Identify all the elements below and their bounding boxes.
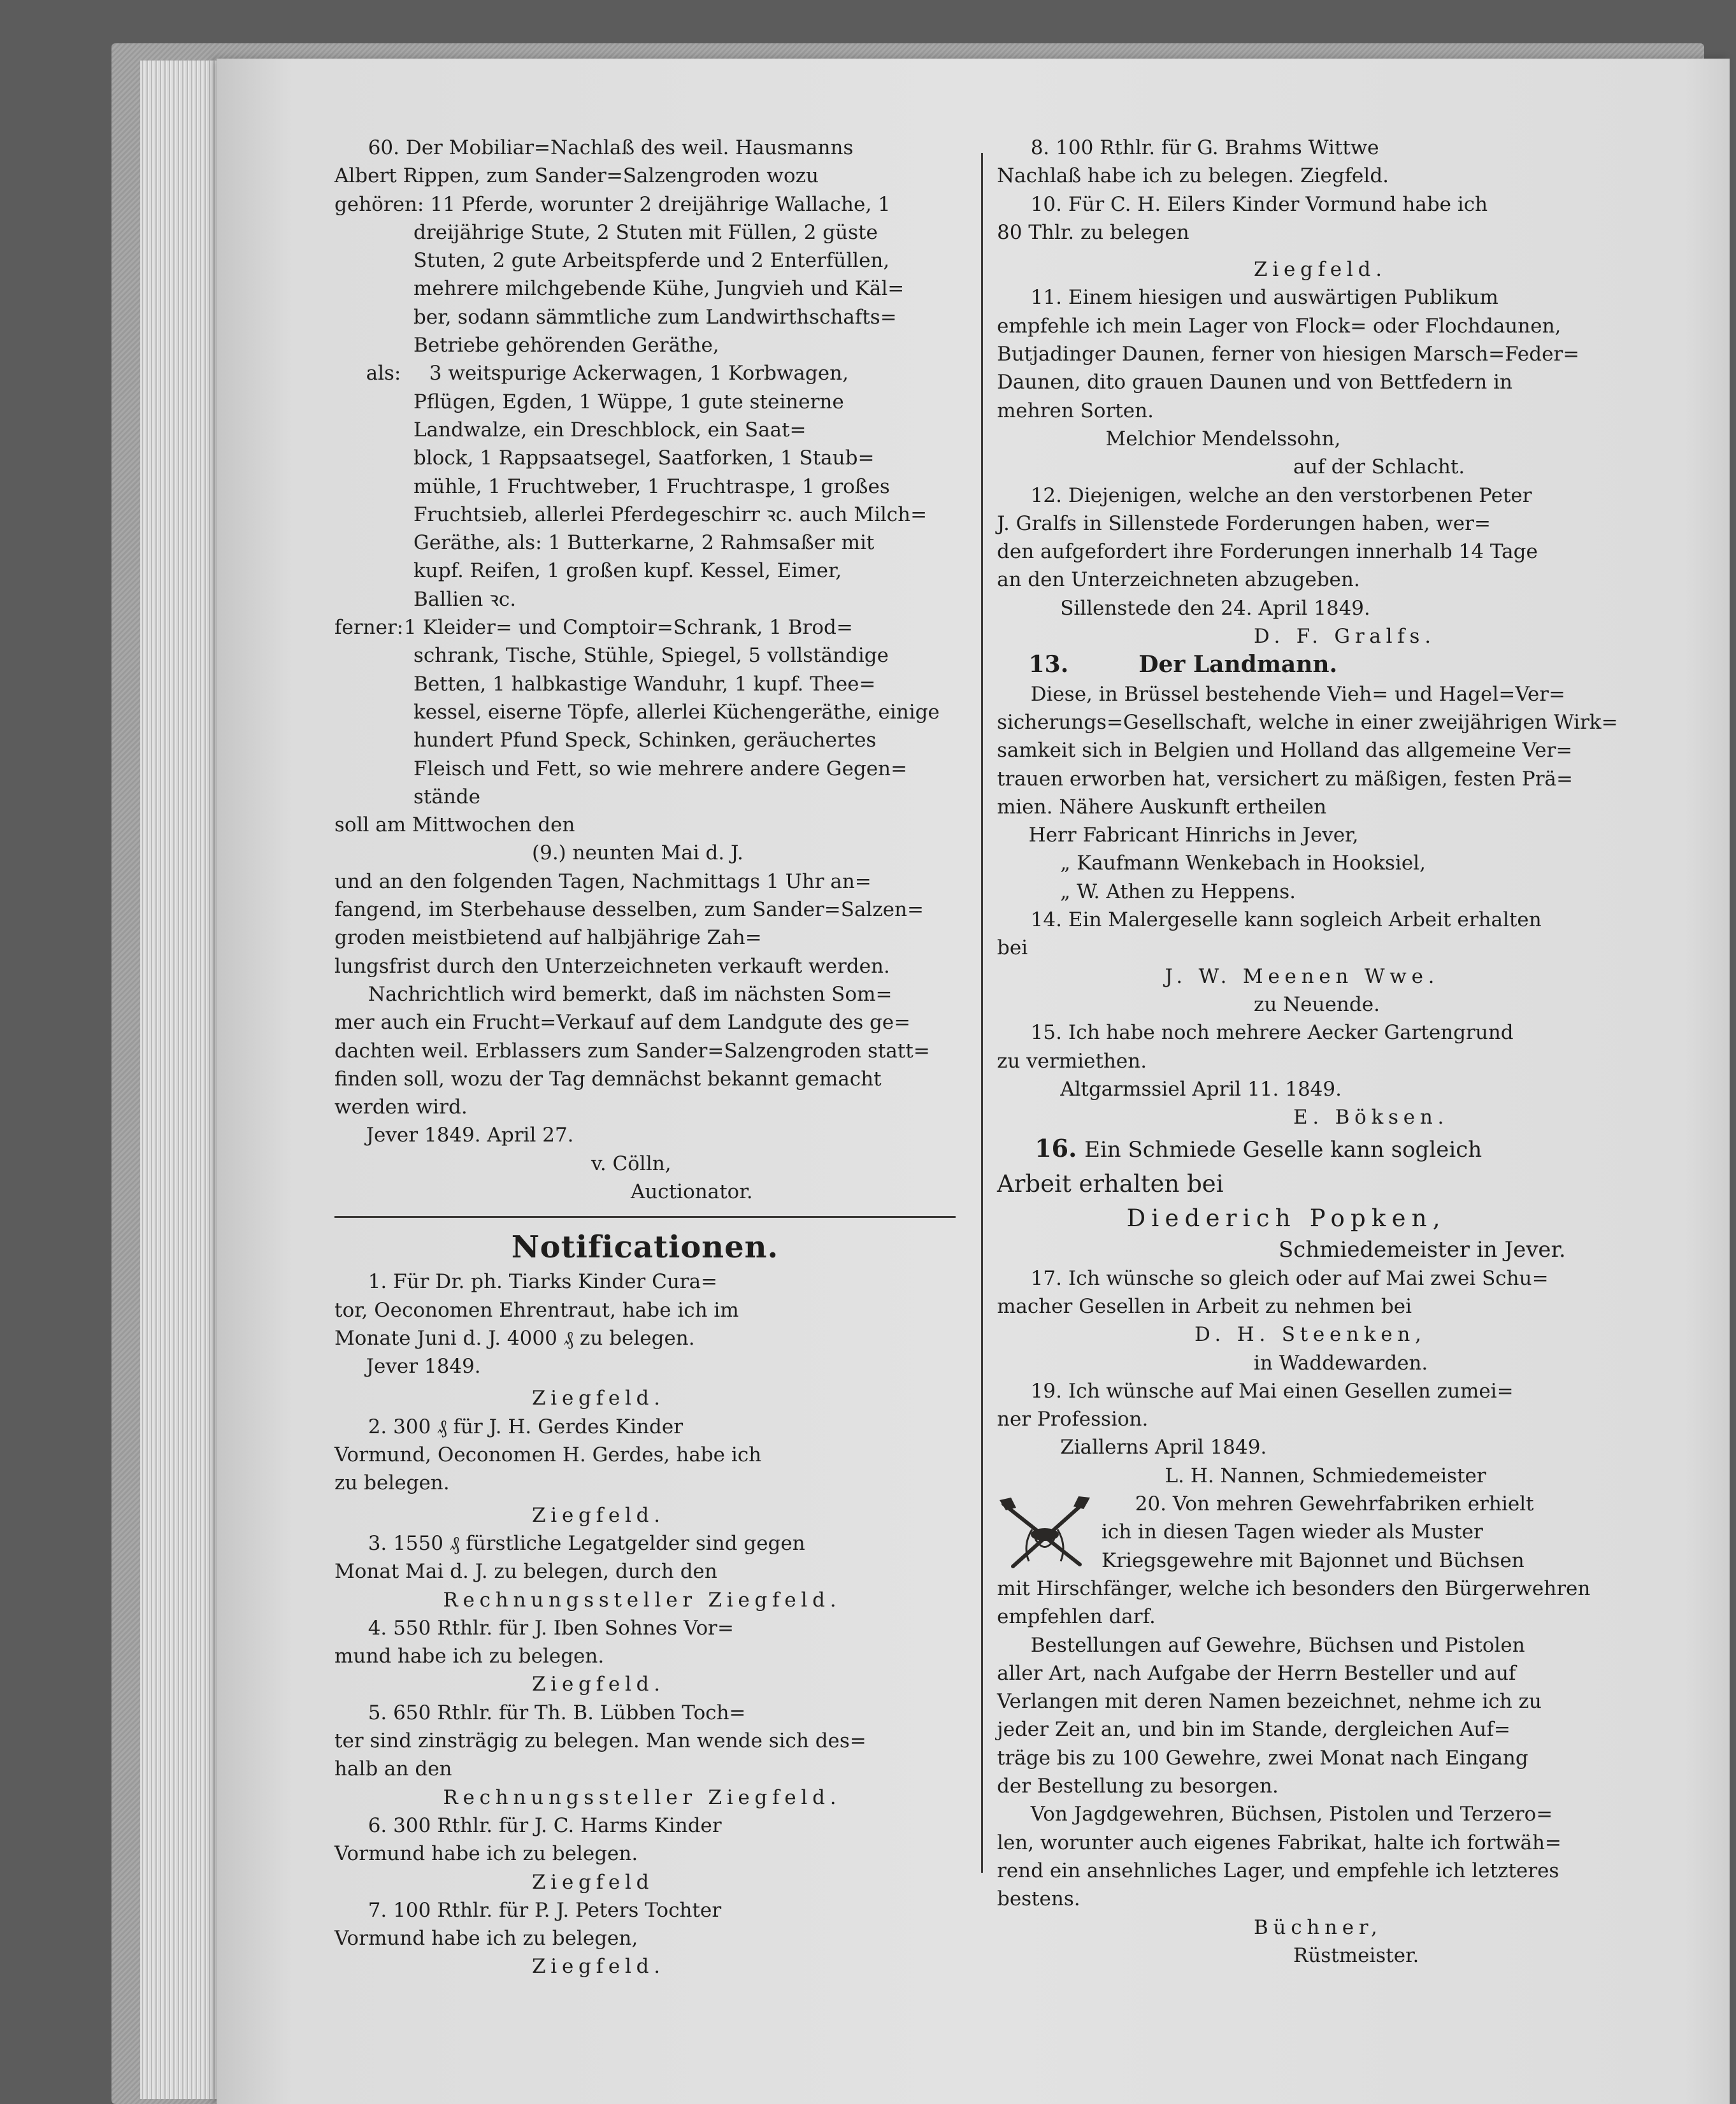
n16-line: Arbeit erhalten bei	[997, 1170, 1224, 1198]
n16-signature-title: Schmiedemeister in Jever.	[1279, 1237, 1566, 1263]
n19-signature: L. H. Nannen, Schmiedemeister	[1165, 1464, 1486, 1487]
sale-day-line: soll am Mittwochen den	[334, 813, 575, 837]
notification-7	[334, 1896, 956, 1981]
notice-60-line: Stuten, 2 gute Arbeitspferde und 2 Enterfüllen,	[413, 249, 890, 273]
notification-19	[997, 1377, 1621, 1490]
n4-line: 4. 550 Rthlr. für J. Iben Sohnes Vor=	[368, 1616, 734, 1640]
notification-17	[997, 1264, 1621, 1377]
note-line: mer auch ein Frucht=Verkauf auf dem Landgute des ge=	[334, 1011, 911, 1034]
notice-60-line: Albert Rippen, zum Sander=Salzengroden wozu	[334, 164, 819, 188]
n1-line: 1. Für Dr. ph. Tiarks Kinder Cura=	[368, 1270, 718, 1294]
crossed-rifles-icon	[997, 1491, 1093, 1574]
n16-line: Ein Schmiede Geselle kann sogleich	[1084, 1137, 1482, 1163]
notification-20	[997, 1490, 1621, 1970]
ferner-line: stände	[413, 785, 481, 808]
n5-signature: Rechnungssteller Ziegfeld.	[443, 1786, 842, 1809]
n20-order-line: der Bestellung zu besorgen.	[997, 1775, 1279, 1798]
n1-place: Jever 1849.	[366, 1355, 481, 1378]
n20-line: 20. Von mehren Gewehrfabriken erhielt	[1135, 1492, 1534, 1516]
notification-12	[997, 482, 1621, 651]
sale-line: groden meistbietend auf halbjährige Zah=	[334, 926, 762, 950]
n20-order-line: jeder Zeit an, und bin im Stande, dergleichen Auf=	[997, 1718, 1510, 1742]
section-rule	[334, 1216, 956, 1218]
section-heading: Notificationen.	[511, 1229, 779, 1266]
n19-line: ner Profession.	[997, 1408, 1149, 1431]
note-line: werden wird.	[334, 1096, 468, 1119]
ferner-line: hundert Pfund Speck, Schinken, geräuchertes	[413, 729, 877, 752]
ferner-line: schrank, Tische, Stühle, Spiegel, 5 vollständige	[413, 644, 889, 668]
n14-signature: J. W. Meenen Wwe.	[1165, 964, 1440, 988]
als-line: kupf. Reifen, 1 großen kupf. Kessel, Eimer,	[413, 559, 842, 583]
n12-line: an den Unterzeichneten abzugeben.	[997, 568, 1360, 592]
notification-3	[334, 1529, 956, 1614]
column-divider	[981, 153, 983, 1873]
n3-line: 3. 1550 ₰ fürstliche Legatgelder sind gegen	[368, 1531, 805, 1555]
n20-stock-line: len, worunter auch eigenes Fabrikat, halte ich fortwäh=	[997, 1831, 1561, 1854]
notification-11	[997, 283, 1621, 481]
signer: v. Cölln,	[591, 1152, 671, 1175]
n20-order-line: Verlangen mit deren Namen bezeichnet, nehme ich zu	[997, 1690, 1542, 1714]
n11-line: empfehle ich mein Lager von Flock= oder Flochdaunen,	[997, 314, 1561, 338]
notice-60-line: mehrere milchgebende Kühe, Jungvieh und Käl=	[413, 277, 905, 301]
n11-signature-place: auf der Schlacht.	[1293, 455, 1465, 479]
right-column	[997, 134, 1621, 1970]
ferner-line: 1 Kleider= und Comptoir=Schrank, 1 Brod=	[404, 616, 853, 640]
als-line: Pflügen, Egden, 1 Wüppe, 1 gute steinerne	[413, 390, 844, 413]
als-label: als:	[366, 362, 401, 385]
n12-line: J. Gralfs in Sillenstede Forderungen haben, wer=	[997, 512, 1491, 535]
n16-signature: Diederich Popken,	[1126, 1205, 1446, 1233]
n12-line: 12. Diejenigen, welche an den verstorbenen Peter	[1030, 483, 1532, 507]
n20-order-line: aller Art, nach Aufgabe der Herrn Besteller und auf	[997, 1661, 1516, 1685]
als-line: Fruchtsieb, allerlei Pferdegeschirr ꝛc. auch Milch=	[413, 503, 928, 526]
n13-number: 13.	[1028, 651, 1069, 678]
n20-signature: Büchner,	[1254, 1915, 1382, 1939]
notification-13	[997, 650, 1621, 906]
n16-number: 16.	[1035, 1134, 1077, 1163]
als-line: Geräthe, als: 1 Butterkarne, 2 Rahmsaßer mit	[413, 531, 875, 555]
notification-4	[334, 1614, 956, 1699]
notification-16	[997, 1131, 1621, 1264]
notification-6	[334, 1812, 956, 1896]
n3-signature: Rechnungssteller Ziegfeld.	[443, 1588, 842, 1612]
notice-60-line: 60. Der Mobiliar=Nachlaß des weil. Hausmanns	[368, 136, 854, 159]
n6-line: Vormund habe ich zu belegen.	[334, 1842, 638, 1866]
notice-60	[334, 134, 956, 1206]
n13-agent: „ Kaufmann Wenkebach in Hooksiel,	[1060, 852, 1426, 875]
note-line: Nachrichtlich wird bemerkt, daß im nächsten Som=	[368, 982, 893, 1006]
notification-15	[997, 1019, 1621, 1131]
n8-line: 8. 100 Rthlr. für G. Brahms Wittwe	[1030, 136, 1379, 159]
n5-line: ter sind zinsträgig zu belegen. Man wende sich des=	[334, 1729, 866, 1753]
n12-place: Sillenstede den 24. April 1849.	[1060, 596, 1370, 620]
sale-date: (9.) neunten Mai d. J.	[532, 841, 743, 865]
n13-line: samkeit sich in Belgien und Holland das allgemeine Ver=	[997, 739, 1573, 762]
n14-line: bei	[997, 936, 1028, 960]
n20-line: ich in diesen Tagen wieder als Muster	[1101, 1521, 1483, 1544]
notification-1	[334, 1268, 956, 1412]
n7-signature: Ziegfeld.	[532, 1955, 665, 1979]
n20-order-line: Bestellungen auf Gewehre, Büchsen und Pistolen	[1030, 1633, 1525, 1657]
n20-stock-line: rend ein ansehnliches Lager, und empfehle ich letzteres	[997, 1859, 1560, 1882]
n11-line: Butjadinger Daunen, ferner von hiesigen Marsch=Feder=	[997, 343, 1580, 366]
notification-8	[997, 134, 1621, 190]
n4-signature: Ziegfeld.	[532, 1673, 665, 1696]
n3-line: Monat Mai d. J. zu belegen, durch den	[334, 1560, 717, 1584]
n20-signature-title: Rüstmeister.	[1293, 1943, 1419, 1967]
n19-place: Ziallerns April 1849.	[1060, 1436, 1267, 1459]
note-line: finden soll, wozu der Tag demnächst bekannt gemacht	[334, 1067, 882, 1091]
place-date: Jever 1849. April 27.	[366, 1124, 574, 1147]
n7-line: Vormund habe ich zu belegen,	[334, 1927, 638, 1950]
n2-line: Vormund, Oeconomen H. Gerdes, habe ich	[334, 1443, 762, 1467]
n11-line: Daunen, dito grauen Daunen und von Bettfedern in	[997, 371, 1512, 394]
n12-signature: D. F. Gralfs.	[1254, 625, 1436, 648]
notice-60-line: gehören: 11 Pferde, worunter 2 dreijährige Wallache, 1	[334, 192, 891, 216]
notification-14	[997, 906, 1621, 1019]
ferner-line: kessel, eiserne Töpfe, allerlei Küchengeräthe, einige	[413, 700, 940, 724]
n19-line: 19. Ich wünsche auf Mai einen Gesellen zumei=	[1030, 1379, 1514, 1403]
n15-place: Altgarmssiel April 11. 1849.	[1060, 1077, 1342, 1101]
n5-line: 5. 650 Rthlr. für Th. B. Lübben Toch=	[368, 1701, 746, 1724]
sale-line: und an den folgenden Tagen, Nachmittags 1 Uhr an=	[334, 870, 872, 893]
n15-line: zu vermiethen.	[997, 1049, 1147, 1073]
als-line: mühle, 1 Fruchtweber, 1 Fruchtraspe, 1 großes	[413, 475, 890, 498]
n11-line: mehren Sorten.	[997, 399, 1154, 422]
n20-line: mit Hirschfänger, welche ich besonders den Bürgerwehren	[997, 1577, 1591, 1600]
sale-line: lungsfrist durch den Unterzeichneten verkauft werden.	[334, 954, 890, 978]
n15-line: 15. Ich habe noch mehrere Aecker Gartengrund	[1030, 1021, 1514, 1045]
n13-agent: „ W. Athen zu Heppens.	[1060, 880, 1296, 903]
notice-60-line: Betriebe gehörenden Geräthe,	[413, 334, 719, 357]
n1-line: tor, Oeconomen Ehrentraut, habe ich im	[334, 1298, 739, 1322]
n5-line: halb an den	[334, 1757, 452, 1781]
n6-signature: Ziegfeld	[532, 1870, 654, 1894]
n2-line: zu belegen.	[334, 1471, 450, 1495]
n1-signature: Ziegfeld.	[532, 1387, 665, 1410]
ferner-line: Fleisch und Fett, so wie mehrere andere Gegen=	[413, 757, 908, 780]
n15-signature: E. Böksen.	[1293, 1106, 1449, 1129]
n10-signature: Ziegfeld.	[1254, 258, 1387, 282]
sale-line: fangend, im Sterbehause desselben, zum Sander=Salzen=	[334, 898, 924, 922]
n14-signature-place: zu Neuende.	[1254, 992, 1380, 1016]
notice-60-line: ber, sodann sämmtliche zum Landwirthschafts=	[413, 305, 897, 329]
n13-line: trauen erworben hat, versichert zu mäßigen, festen Prä=	[997, 767, 1573, 791]
notification-2	[334, 1413, 956, 1529]
notification-5	[334, 1699, 956, 1812]
n12-line: den aufgefordert ihre Forderungen innerhalb 14 Tage	[997, 540, 1538, 564]
als-line: Landwalze, ein Dreschblock, ein Saat=	[413, 418, 807, 441]
n11-line: 11. Einem hiesigen und auswärtigen Publikum	[1030, 286, 1498, 310]
n14-line: 14. Ein Malergeselle kann sogleich Arbeit erhalten	[1030, 908, 1542, 932]
n8-line: Nachlaß habe ich zu belegen. Ziegfeld.	[997, 164, 1389, 188]
n13-agent: Herr Fabricant Hinrichs in Jever,	[1028, 824, 1359, 847]
als-line: Ballien ꝛc.	[413, 587, 517, 611]
als-line: 3 weitspurige Ackerwagen, 1 Korbwagen,	[429, 362, 849, 385]
n4-line: mund habe ich zu belegen.	[334, 1645, 605, 1668]
n10-line: 80 Thlr. zu belegen	[997, 220, 1189, 244]
n20-line: empfehlen darf.	[997, 1605, 1156, 1629]
n20-stock-line: bestens.	[997, 1887, 1080, 1911]
notification-10	[997, 190, 1621, 284]
n17-signature-place: in Waddewarden.	[1254, 1351, 1428, 1375]
n20-order-line: träge bis zu 100 Gewehre, zwei Monat nach Eingang	[997, 1746, 1528, 1770]
n17-signature: D. H. Steenken,	[1194, 1323, 1426, 1347]
notice-60-line: dreijährige Stute, 2 Stuten mit Füllen, 2 güste	[413, 220, 878, 244]
n13-line: mien. Nähere Auskunft ertheilen	[997, 795, 1327, 819]
n6-line: 6. 300 Rthlr. für J. C. Harms Kinder	[368, 1814, 722, 1837]
n17-line: macher Gesellen in Arbeit zu nehmen bei	[997, 1294, 1412, 1318]
left-column	[334, 134, 956, 1981]
n20-line: Kriegsgewehre mit Bajonnet und Büchsen	[1101, 1549, 1524, 1572]
n10-line: 10. Für C. H. Eilers Kinder Vormund habe ich	[1030, 192, 1488, 216]
n7-line: 7. 100 Rthlr. für P. J. Peters Tochter	[368, 1898, 722, 1922]
n2-line: 2. 300 ₰ für J. H. Gerdes Kinder	[368, 1415, 684, 1438]
note-line: dachten weil. Erblassers zum Sander=Salzengroden statt=	[334, 1039, 930, 1063]
n1-line: Monate Juni d. J. 4000 ₰ zu belegen.	[334, 1326, 695, 1350]
n11-signature: Melchior Mendelssohn,	[1105, 427, 1341, 450]
n2-signature: Ziegfeld.	[532, 1503, 665, 1527]
n13-title: Der Landmann.	[1138, 651, 1338, 678]
n13-line: sicherungs=Gesellschaft, welche in einer zweijährigen Wirk=	[997, 710, 1618, 734]
n13-line: Diese, in Brüssel bestehende Vieh= und Hagel=Ver=	[1030, 682, 1566, 706]
n20-stock-line: Von Jagdgewehren, Büchsen, Pistolen und Terzero=	[1030, 1803, 1553, 1826]
n17-line: 17. Ich wünsche so gleich oder auf Mai zwei Schu=	[1030, 1266, 1549, 1290]
ferner-label: ferner:	[334, 616, 404, 640]
als-line: block, 1 Rappsaatsegel, Saatforken, 1 Staub=	[413, 447, 875, 470]
ferner-line: Betten, 1 halbkastige Wanduhr, 1 kupf. Thee=	[413, 672, 876, 696]
signer-title: Auctionator.	[631, 1180, 753, 1203]
